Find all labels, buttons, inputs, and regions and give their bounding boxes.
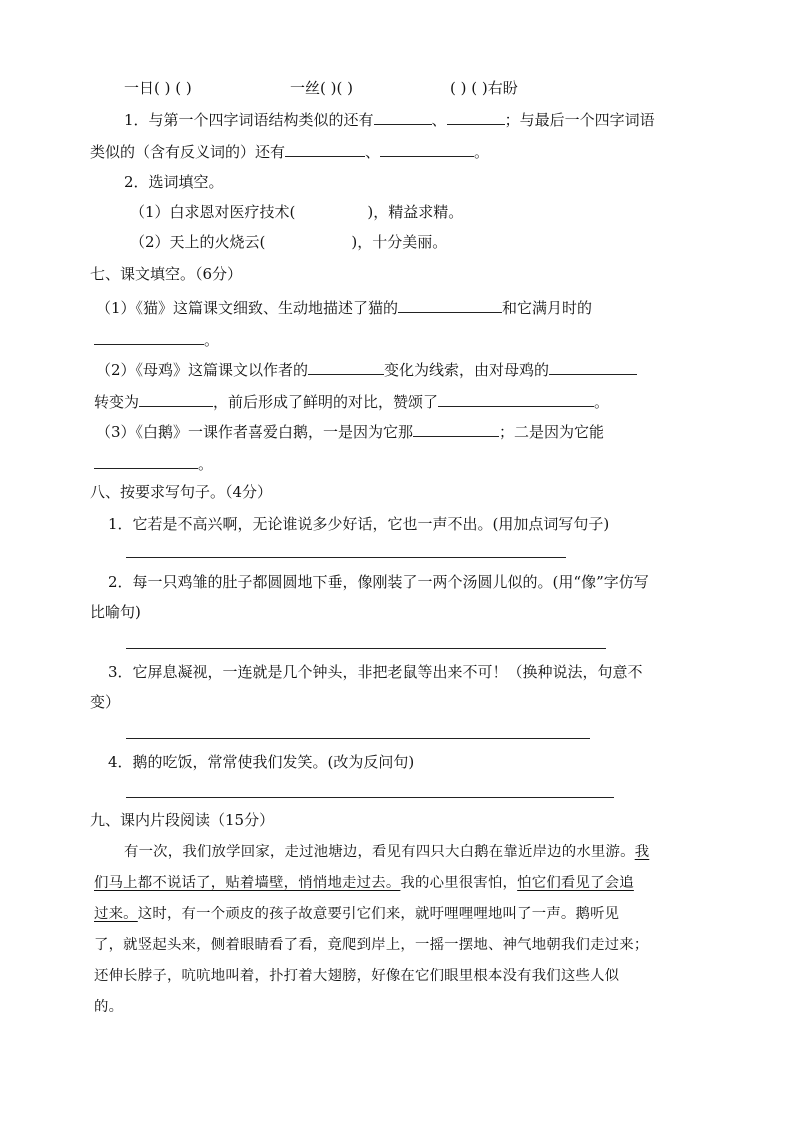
reading-line-5: 还伸长脖子，吭吭地叫着，扑打着大翅膀，好像在它们眼里根本没有我们这些人似 xyxy=(94,968,620,984)
answer-blank[interactable] xyxy=(398,296,502,313)
idiom-a: 一日( ) ( ) xyxy=(124,79,192,97)
q2-item2: （2）天上的火烧云( )，十分美丽。 xyxy=(130,233,448,251)
reading-line-1: 有一次，我们放学回家，走过池塘边，看见有四只大白鹅在靠近岸边的水里游。我 xyxy=(124,844,650,860)
answer-line[interactable] xyxy=(126,797,614,798)
answer-line[interactable] xyxy=(126,557,566,558)
idiom-c: ( ) ( )右盼 xyxy=(450,79,518,97)
s7-item2-line1: （2）《母鸡》这篇课文以作者的 变化为线索，由对母鸡的 xyxy=(96,358,637,380)
s7-item3-line2: 。 xyxy=(94,452,213,474)
s7-item1-line1: （1）《猫》这篇课文细致、生动地描述了猫的 和它满月时的 xyxy=(96,296,592,318)
answer-blank[interactable] xyxy=(285,140,365,157)
answer-line[interactable] xyxy=(126,738,590,739)
answer-blank[interactable] xyxy=(139,390,213,407)
q1-line1: 1．与第一个四字词语结构类似的还有 、 ；与最后一个四字词语 xyxy=(124,108,655,130)
reading-line-6: 的。 xyxy=(94,999,124,1015)
s7-item1-line2: 。 xyxy=(94,328,219,350)
s8-q1: 1．它若是不高兴啊，无论谁说多少好话，它也一声不出。(用加点词写句子) xyxy=(108,515,610,533)
s8-q3-line1: 3．它屏息凝视，一连就是几个钟头，非把老鼠等出来不可！（换种说法，句意不 xyxy=(108,663,643,681)
s8-q3-line2: 变） xyxy=(90,693,121,711)
answer-blank[interactable] xyxy=(447,108,505,125)
section9-heading: 九、课内片段阅读（15分） xyxy=(90,811,275,829)
answer-blank[interactable] xyxy=(308,358,384,375)
answer-blank[interactable] xyxy=(94,452,198,469)
answer-blank[interactable] xyxy=(413,420,499,437)
q2-title: 2．选词填空。 xyxy=(124,173,224,191)
s7-item3-line1: （3）《白鹅》一课作者喜爱白鹅，一是因为它那 ；二是因为它能 xyxy=(96,420,604,442)
idiom-b: 一丝( )( ) xyxy=(290,79,353,97)
s7-item2-line2: 转变为 ，前后形成了鲜明的对比，赞颂了 。 xyxy=(94,390,609,412)
answer-blank[interactable] xyxy=(549,358,637,375)
s8-q2-line2: 比喻句) xyxy=(90,603,141,621)
answer-blank[interactable] xyxy=(438,390,594,407)
reading-line-4: 了，就竖起头来，侧着眼睛看了看，竟爬到岸上，一摇一摆地、神气地朝我们走过来； xyxy=(94,937,649,953)
reading-line-2: 们马上都不说话了，贴着墙壁，悄悄地走过去。我的心里很害怕，怕它们看见了会追 xyxy=(94,875,634,891)
s8-q2-line1: 2．每一只鸡雏的肚子都圆圆地下垂，像刚装了一两个汤圆儿似的。(用“像”字仿写 xyxy=(108,573,649,591)
reading-line-3: 过来。这时，有一个顽皮的孩子故意要引它们来，就吁哩哩哩地叫了一声。鹅听见 xyxy=(94,906,620,922)
answer-line[interactable] xyxy=(126,648,606,649)
q2-item1: （1）白求恩对医疗技术( )，精益求精。 xyxy=(130,203,464,221)
s8-q4: 4．鹅的吃饭，常常使我们发笑。(改为反问句) xyxy=(108,753,415,771)
answer-blank[interactable] xyxy=(380,140,474,157)
answer-blank[interactable] xyxy=(94,328,204,345)
q1-line2: 类似的（含有反义词的）还有 、 。 xyxy=(90,140,489,162)
answer-blank[interactable] xyxy=(374,108,432,125)
section7-heading: 七、课文填空。（6分） xyxy=(90,265,243,283)
section8-heading: 八、按要求写句子。（4分） xyxy=(90,483,273,501)
